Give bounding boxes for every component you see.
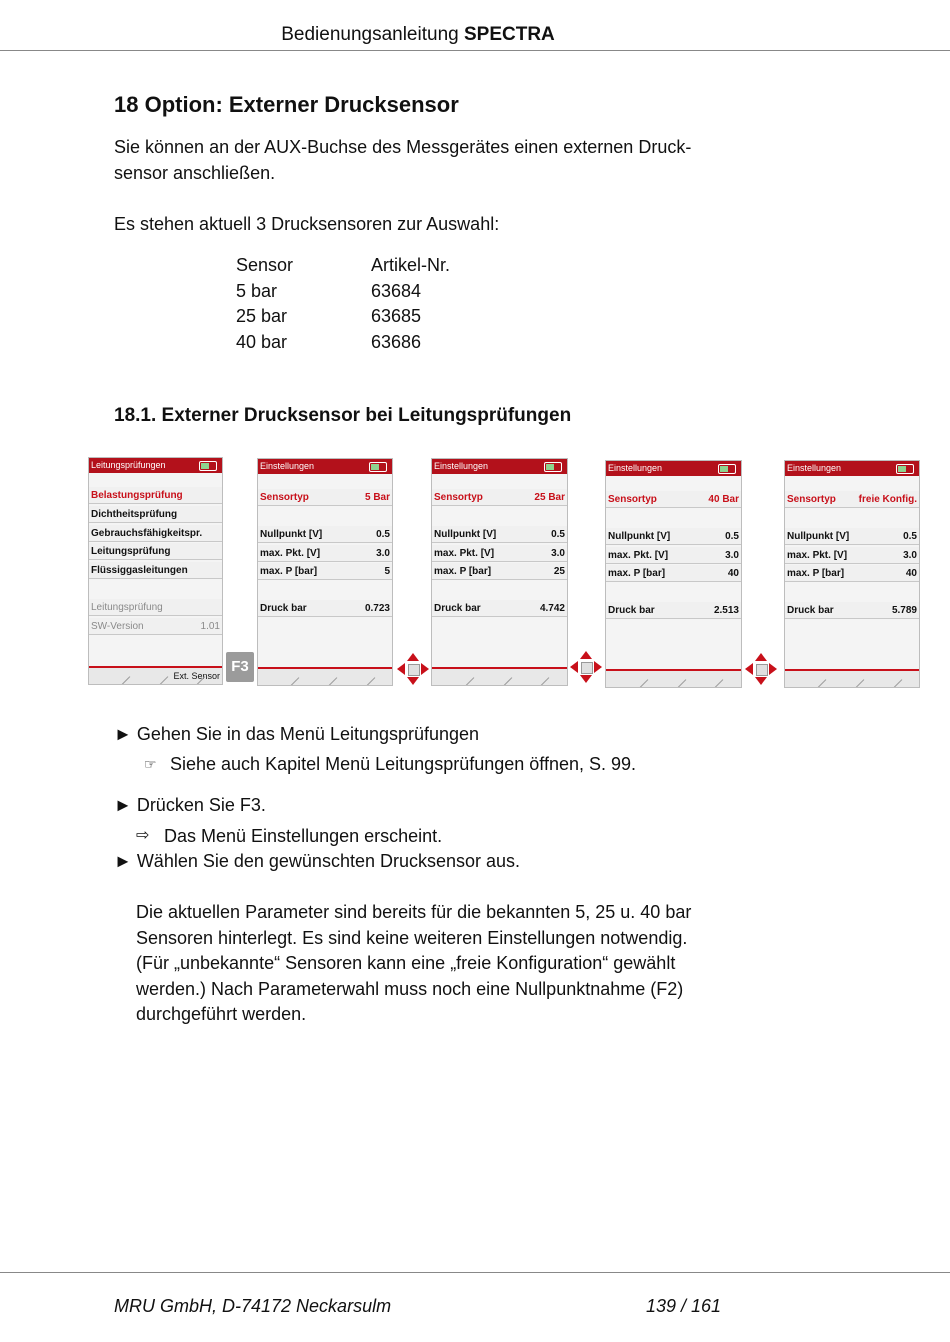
menu-item[interactable] (89, 562, 222, 579)
intro-line-1: Sie können an der AUX-Buchse des Messgerätes einen externen Druck- (114, 137, 692, 157)
device-screen-settings-40bar (605, 460, 742, 688)
maxp-row[interactable] (606, 565, 741, 582)
paragraph-line: (Für „unbekannte“ Sensoren kann eine „freie Konfiguration“ gewählt (136, 953, 676, 973)
softkey-divider (675, 679, 686, 688)
softkey-divider (816, 679, 827, 688)
navigation-pad-icon (569, 650, 603, 684)
druck-label: Druck bar (608, 605, 655, 616)
sensor-table (236, 253, 450, 355)
druck-value: 4.742 (539, 603, 565, 614)
softkey-bar (258, 667, 392, 685)
screen-title-bar (258, 459, 392, 474)
version-label: SW-Version (91, 621, 144, 632)
screen-title-bar (432, 459, 567, 474)
softkey-divider (327, 677, 338, 686)
nullpunkt-row[interactable] (258, 526, 392, 543)
battery-icon (199, 461, 217, 471)
druck-label: Druck bar (260, 603, 307, 614)
maxpkt-row[interactable] (258, 545, 392, 562)
maxp-label: max. P [bar] (434, 566, 492, 577)
druck-value: 5.789 (891, 605, 917, 616)
maxpkt-label: max. Pkt. [V] (260, 548, 321, 559)
sensortyp-label: Sensortyp (608, 494, 657, 505)
maxpkt-value: 3.0 (903, 550, 917, 561)
druck-row (258, 600, 392, 617)
screen-title: Einstellungen (608, 463, 663, 473)
paragraph-line: Sensoren hinterlegt. Es sind keine weiteren Einstellungen notwendig. (136, 928, 688, 948)
footer-page-number: 139 / 161 (646, 1296, 722, 1316)
maxp-value: 25 (553, 566, 565, 577)
softkey-bar (606, 669, 741, 687)
maxp-row[interactable] (432, 563, 567, 580)
maxp-label: max. P [bar] (260, 566, 318, 577)
softkey-divider (854, 679, 865, 688)
softkey-bar (432, 667, 567, 685)
header-title-prefix: Bedienungsanleitung (281, 24, 464, 45)
sensortyp-label: Sensortyp (787, 494, 836, 505)
druck-row (606, 602, 741, 619)
version-value: 1.01 (200, 621, 220, 632)
softkey-divider (891, 679, 902, 688)
sensortyp-row[interactable] (258, 489, 392, 506)
menu-item-label: Leitungsprüfung (91, 546, 171, 557)
sensortyp-row[interactable] (432, 489, 567, 506)
nullpunkt-label: Nullpunkt [V] (787, 531, 850, 542)
table-cell: 63685 (371, 306, 422, 326)
maxpkt-value: 3.0 (551, 548, 565, 559)
menu-item-label: Dichtheitsprüfung (91, 509, 178, 520)
druck-label: Druck bar (434, 603, 481, 614)
maxpkt-value: 3.0 (725, 550, 739, 561)
header-sensor: Sensor (236, 255, 294, 275)
screen-title: Einstellungen (260, 461, 315, 471)
sensortyp-value: 40 Bar (708, 494, 739, 505)
table-row (236, 279, 450, 305)
maxpkt-row[interactable] (785, 547, 919, 564)
druck-label: Druck bar (787, 605, 834, 616)
table-header-row (236, 253, 450, 279)
header-article: Artikel-Nr. (371, 255, 451, 275)
softkey-divider (289, 677, 300, 686)
maxp-value: 40 (905, 568, 917, 579)
battery-icon (544, 462, 562, 472)
header-rule (0, 50, 950, 51)
table-row (236, 330, 450, 356)
softkey-divider (157, 676, 168, 685)
screen-title-bar (785, 461, 919, 476)
sensortyp-label: Sensortyp (260, 492, 309, 503)
softkey-divider (713, 679, 724, 688)
footer-rule (0, 1272, 950, 1273)
available-text: Es stehen aktuell 3 Drucksensoren zur Auswahl: (114, 214, 500, 234)
sensortyp-value: 5 Bar (364, 492, 390, 503)
paragraph-line: werden.) Nach Parameterwahl muss noch eine Nullpunktnahme (F2) (136, 979, 684, 999)
maxpkt-label: max. Pkt. [V] (434, 548, 495, 559)
softkey-divider (364, 677, 375, 686)
softkey-divider (120, 676, 131, 685)
table-cell: 40 bar (236, 331, 288, 352)
nullpunkt-value: 0.5 (725, 531, 739, 542)
softkey-bar (89, 666, 222, 684)
screen-title: Leitungsprüfungen (91, 460, 166, 470)
footer-company: MRU GmbH, D-74172 Neckarsulm (114, 1296, 392, 1316)
screen-title: Einstellungen (787, 463, 842, 473)
step-1-reference: Siehe auch Kapitel Menü Leitungsprüfungen öffnen, S. 99. (170, 754, 637, 774)
nullpunkt-row[interactable] (432, 526, 567, 543)
nullpunkt-row[interactable] (606, 528, 741, 545)
device-screen-settings-5bar (257, 458, 393, 686)
nullpunkt-row[interactable] (785, 528, 919, 545)
maxp-label: max. P [bar] (608, 568, 666, 579)
battery-icon (369, 462, 387, 472)
reference-hand-icon: ☞ (144, 756, 157, 772)
nullpunkt-value: 0.5 (376, 529, 390, 540)
result-arrow-icon: ⇨ (136, 827, 150, 844)
nullpunkt-value: 0.5 (551, 529, 565, 540)
version-row (89, 618, 222, 635)
nullpunkt-value: 0.5 (903, 531, 917, 542)
menu-item-label: Gebrauchsfähigkeitspr. (91, 528, 203, 539)
softkey-divider (463, 677, 474, 686)
menu-item[interactable] (89, 506, 222, 523)
druck-row (432, 600, 567, 617)
maxpkt-row[interactable] (432, 545, 567, 562)
sensortyp-row[interactable] (785, 491, 919, 508)
table-cell: 25 bar (236, 306, 288, 326)
softkey-ext-sensor[interactable]: Ext. Sensor (173, 671, 220, 681)
header-title-bold: SPECTRA (463, 24, 555, 45)
maxp-row[interactable] (258, 563, 392, 580)
maxp-row[interactable] (785, 565, 919, 582)
maxp-value: 5 (384, 566, 390, 577)
step-2: ► Drücken Sie F3. (114, 795, 266, 815)
maxp-label: max. P [bar] (787, 568, 845, 579)
nullpunkt-label: Nullpunkt [V] (608, 531, 671, 542)
navigation-pad-icon (396, 652, 430, 686)
subsection-heading: 18.1. Externer Drucksensor bei Leitungsprüfungen (114, 405, 572, 426)
table-row (236, 304, 450, 330)
menu-item[interactable] (89, 543, 222, 560)
intro-line-2: sensor anschließen. (114, 163, 276, 183)
sensortyp-label: Sensortyp (434, 492, 483, 503)
screen-title-bar (89, 458, 222, 473)
softkey-divider (501, 677, 512, 686)
maxp-value: 40 (727, 568, 739, 579)
menu-item[interactable] (89, 525, 222, 542)
maxpkt-label: max. Pkt. [V] (787, 550, 848, 561)
table-cell: 63684 (371, 280, 422, 301)
maxpkt-label: max. Pkt. [V] (608, 550, 669, 561)
maxpkt-value: 3.0 (376, 548, 390, 559)
paragraph-line: Die aktuellen Parameter sind bereits für die bekannten 5, 25 u. 40 bar (136, 902, 692, 922)
table-cell: 63686 (371, 331, 422, 352)
druck-value: 0.723 (364, 603, 390, 614)
paragraph-line: durchgeführt werden. (136, 1004, 307, 1024)
sensortyp-value: 25 Bar (534, 492, 565, 503)
maxpkt-row[interactable] (606, 547, 741, 564)
druck-row (785, 602, 919, 619)
screen-title: Einstellungen (434, 461, 489, 471)
nullpunkt-label: Nullpunkt [V] (260, 529, 323, 540)
screen-title-bar (606, 461, 741, 476)
menu-item-label: Flüssiggasleitungen (91, 565, 188, 576)
druck-value: 2.513 (713, 605, 739, 616)
step-1: ► Gehen Sie in das Menü Leitungsprüfungen (114, 724, 480, 744)
page-header (0, 24, 836, 46)
softkey-bar (785, 669, 919, 687)
battery-icon (896, 464, 914, 474)
f3-key[interactable]: F3 (226, 652, 254, 682)
section-heading: 18 Option: Externer Drucksensor (114, 92, 459, 117)
battery-icon (718, 464, 736, 474)
sensortyp-value: freie Konfig. (858, 494, 917, 505)
device-screen-settings-25bar (431, 458, 568, 686)
menu-item[interactable] (89, 487, 222, 504)
device-screen-settings-free (784, 460, 920, 688)
step-3: ► Wählen Sie den gewünschten Drucksensor aus. (114, 851, 521, 871)
softkey-divider (637, 679, 648, 688)
table-cell: 5 bar (236, 280, 278, 301)
info-row (89, 599, 222, 616)
softkey-divider (539, 677, 550, 686)
info-label: Leitungsprüfung (91, 602, 163, 613)
navigation-pad-icon (744, 652, 778, 686)
sensortyp-row[interactable] (606, 491, 741, 508)
menu-item-label: Belastungsprüfung (91, 490, 183, 501)
device-screen-menu (88, 457, 223, 685)
step-2-result: Das Menü Einstellungen erscheint. (164, 826, 443, 846)
nullpunkt-label: Nullpunkt [V] (434, 529, 497, 540)
